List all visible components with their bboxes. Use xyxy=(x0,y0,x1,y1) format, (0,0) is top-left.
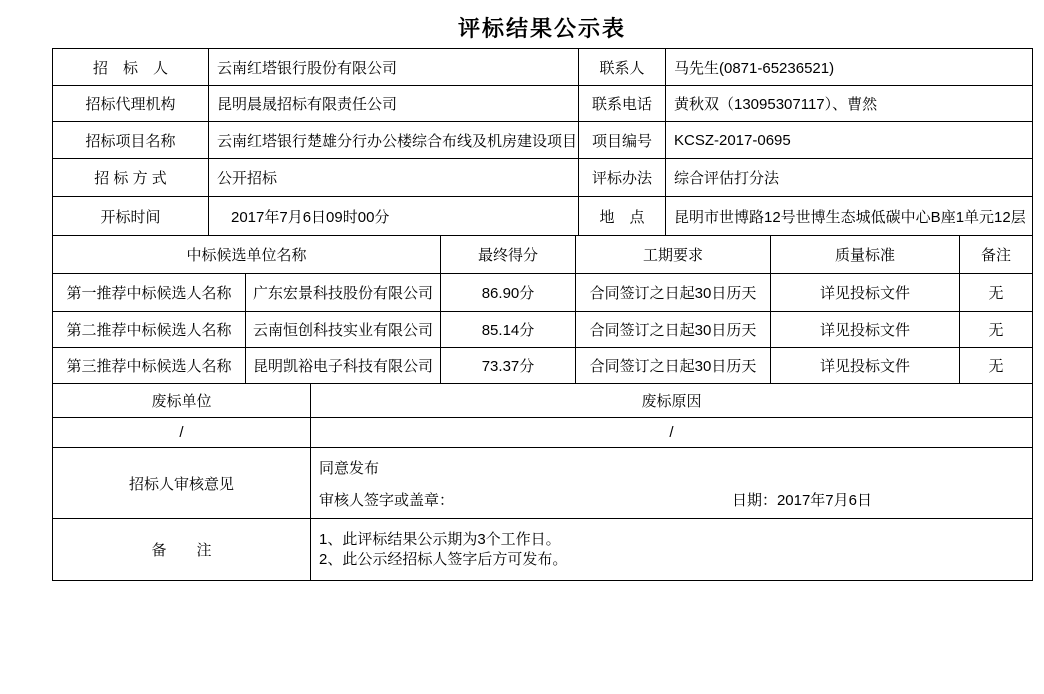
review-opinion: 同意发布 xyxy=(319,460,380,477)
candidate-score: 73.37分 xyxy=(441,348,576,384)
info-label-project-no: 项目编号 xyxy=(579,122,666,159)
candidate-duration: 合同签订之日起30日历天 xyxy=(576,274,771,312)
review-signature-line: 审核人签字或盖章： xyxy=(319,492,455,509)
candidate-quality: 详见投标文件 xyxy=(771,312,960,348)
info-value-location: 昆明市世博路12号世博生态城低碳中心B座1单元12层 xyxy=(666,197,1033,236)
info-value-open-time: 2017年7月6日09时00分 xyxy=(209,197,579,236)
info-row-method xyxy=(53,159,1033,197)
info-label-method: 招 标 方 式 xyxy=(53,159,209,197)
notes-line-1: 1、此评标结果公示期为3个工作日。 xyxy=(319,530,561,548)
info-label-project: 招标项目名称 xyxy=(53,122,209,159)
info-label-contact: 联系人 xyxy=(579,49,666,86)
header-final-score: 最终得分 xyxy=(441,236,576,274)
invalid-reason-value: / xyxy=(311,418,1033,448)
candidate-quality: 详见投标文件 xyxy=(771,348,960,384)
candidate-rank-label: 第三推荐中标候选人名称 xyxy=(53,348,246,384)
info-label-eval-method: 评标办法 xyxy=(579,159,666,197)
candidate-row-2 xyxy=(53,312,1033,348)
invalid-unit-value: / xyxy=(53,418,311,448)
notes-line-2: 2、此公示经招标人签字后方可发布。 xyxy=(319,550,568,568)
notes-label: 备 注 xyxy=(53,519,311,581)
bid-result-table xyxy=(52,48,1033,581)
info-row-agency xyxy=(53,86,1033,122)
info-label-bidder: 招 标 人 xyxy=(53,49,209,86)
candidate-company: 昆明凯裕电子科技有限公司 xyxy=(246,348,441,384)
review-date: 日期：2017年7月6日 xyxy=(731,492,872,509)
candidate-company: 云南恒创科技实业有限公司 xyxy=(246,312,441,348)
invalid-bid-header-row xyxy=(53,384,1033,418)
candidate-row-3 xyxy=(53,348,1033,384)
candidate-remark: 无 xyxy=(960,348,1033,384)
candidate-duration: 合同签订之日起30日历天 xyxy=(576,312,771,348)
notes-row xyxy=(53,519,1033,581)
invalid-unit-header: 废标单位 xyxy=(53,384,311,418)
header-duration: 工期要求 xyxy=(576,236,771,274)
page-title: 评标结果公示表 xyxy=(457,16,626,41)
info-value-agency: 昆明晨晟招标有限责任公司 xyxy=(209,86,579,122)
candidate-remark: 无 xyxy=(960,274,1033,312)
candidate-company: 广东宏景科技股份有限公司 xyxy=(246,274,441,312)
header-remark: 备注 xyxy=(960,236,1033,274)
info-value-project: 云南红塔银行楚雄分行办公楼综合布线及机房建设项目 xyxy=(209,122,579,159)
review-label: 招标人审核意见 xyxy=(53,448,311,519)
info-value-eval-method: 综合评估打分法 xyxy=(666,159,1033,197)
info-row-project xyxy=(53,122,1033,159)
info-value-contact: 马先生(0871-65236521) xyxy=(666,49,1033,86)
candidate-score: 86.90分 xyxy=(441,274,576,312)
review-signature-row xyxy=(319,489,1032,510)
invalid-reason-header: 废标原因 xyxy=(311,384,1033,418)
candidates-header-row xyxy=(53,236,1033,274)
review-row xyxy=(53,448,1033,519)
info-value-phone: 黄秋双（13095307117）、曹然 xyxy=(666,86,1033,122)
candidate-remark: 无 xyxy=(960,312,1033,348)
candidate-row-1 xyxy=(53,274,1033,312)
notes-content xyxy=(311,519,1033,581)
info-label-location: 地 点 xyxy=(579,197,666,236)
info-value-bidder: 云南红塔银行股份有限公司 xyxy=(209,49,579,86)
info-row-open-time xyxy=(53,197,1033,236)
invalid-bid-value-row xyxy=(53,418,1033,448)
info-label-phone: 联系电话 xyxy=(579,86,666,122)
info-value-method: 公开招标 xyxy=(209,159,579,197)
info-label-open-time: 开标时间 xyxy=(53,197,209,236)
info-row-bidder xyxy=(53,49,1033,86)
info-label-agency: 招标代理机构 xyxy=(53,86,209,122)
info-value-project-no: KCSZ-2017-0695 xyxy=(666,122,1033,159)
candidate-rank-label: 第二推荐中标候选人名称 xyxy=(53,312,246,348)
candidate-score: 85.14分 xyxy=(441,312,576,348)
candidate-duration: 合同签订之日起30日历天 xyxy=(576,348,771,384)
review-content xyxy=(311,448,1033,519)
header-candidate-name: 中标候选单位名称 xyxy=(53,236,441,274)
candidate-quality: 详见投标文件 xyxy=(771,274,960,312)
header-quality: 质量标准 xyxy=(771,236,960,274)
candidate-rank-label: 第一推荐中标候选人名称 xyxy=(53,274,246,312)
